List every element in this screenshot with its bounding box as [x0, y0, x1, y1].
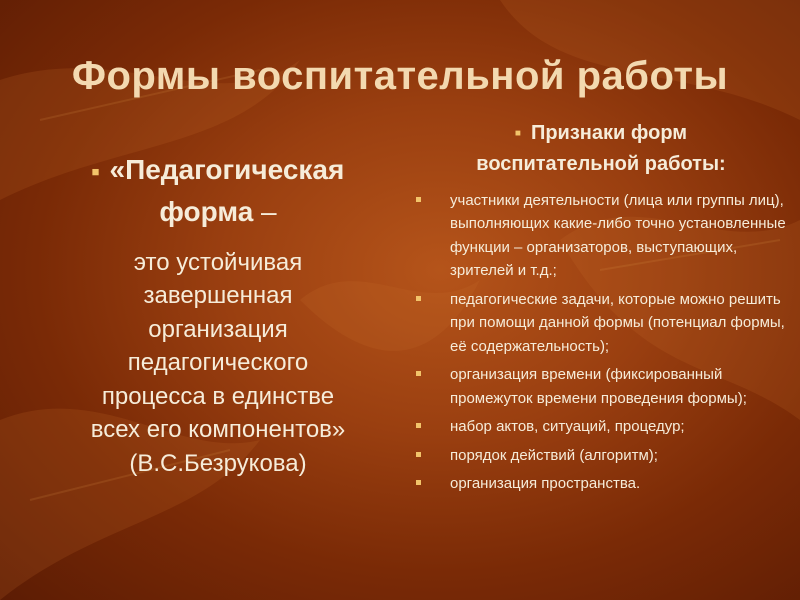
list-item: порядок действий (алгоритм); [416, 444, 786, 468]
definition-line: педагогического [127, 349, 309, 377]
right-heading-line1: Признаки форм [530, 122, 688, 144]
definition-line: это устойчивая [133, 248, 303, 276]
slide-title: Формы воспитательной работы [71, 54, 729, 98]
left-heading-line1: «Педагогическая [109, 154, 345, 185]
left-heading-dash: – [253, 195, 277, 227]
right-heading [416, 118, 786, 179]
left-heading [38, 150, 398, 232]
features-list [416, 189, 786, 496]
right-heading-line2: воспитательной работы: [476, 152, 726, 175]
list-item: организация пространства. [416, 472, 786, 496]
square-bullet-icon: ■ [514, 127, 521, 139]
list-item: набор актов, ситуаций, процедур; [416, 415, 786, 439]
left-column [38, 150, 398, 480]
definition-line: процесса в единстве [101, 382, 335, 410]
list-item: участники деятельности (лица или группы лиц), выполняющих какие-либо точно установленные функции – организаторов, выступающих, зрителей и т.д.; [416, 189, 786, 283]
definition-line: (В.С.Безрукова) [129, 449, 307, 477]
left-heading-line2: форма [159, 195, 254, 227]
list-item: педагогические задачи, которые можно решить при помощи данной формы (потенциал формы, её содержательность); [416, 288, 786, 359]
definition-line: организация [148, 315, 288, 343]
list-item: организация времени (фиксированный промежуток времени проведения формы); [416, 363, 786, 410]
definition-line: всех его компонентов» [90, 416, 346, 444]
square-bullet-icon: ■ [91, 163, 100, 179]
definition-text [38, 246, 398, 481]
definition-line: завершенная [143, 282, 293, 310]
right-column [416, 118, 786, 501]
